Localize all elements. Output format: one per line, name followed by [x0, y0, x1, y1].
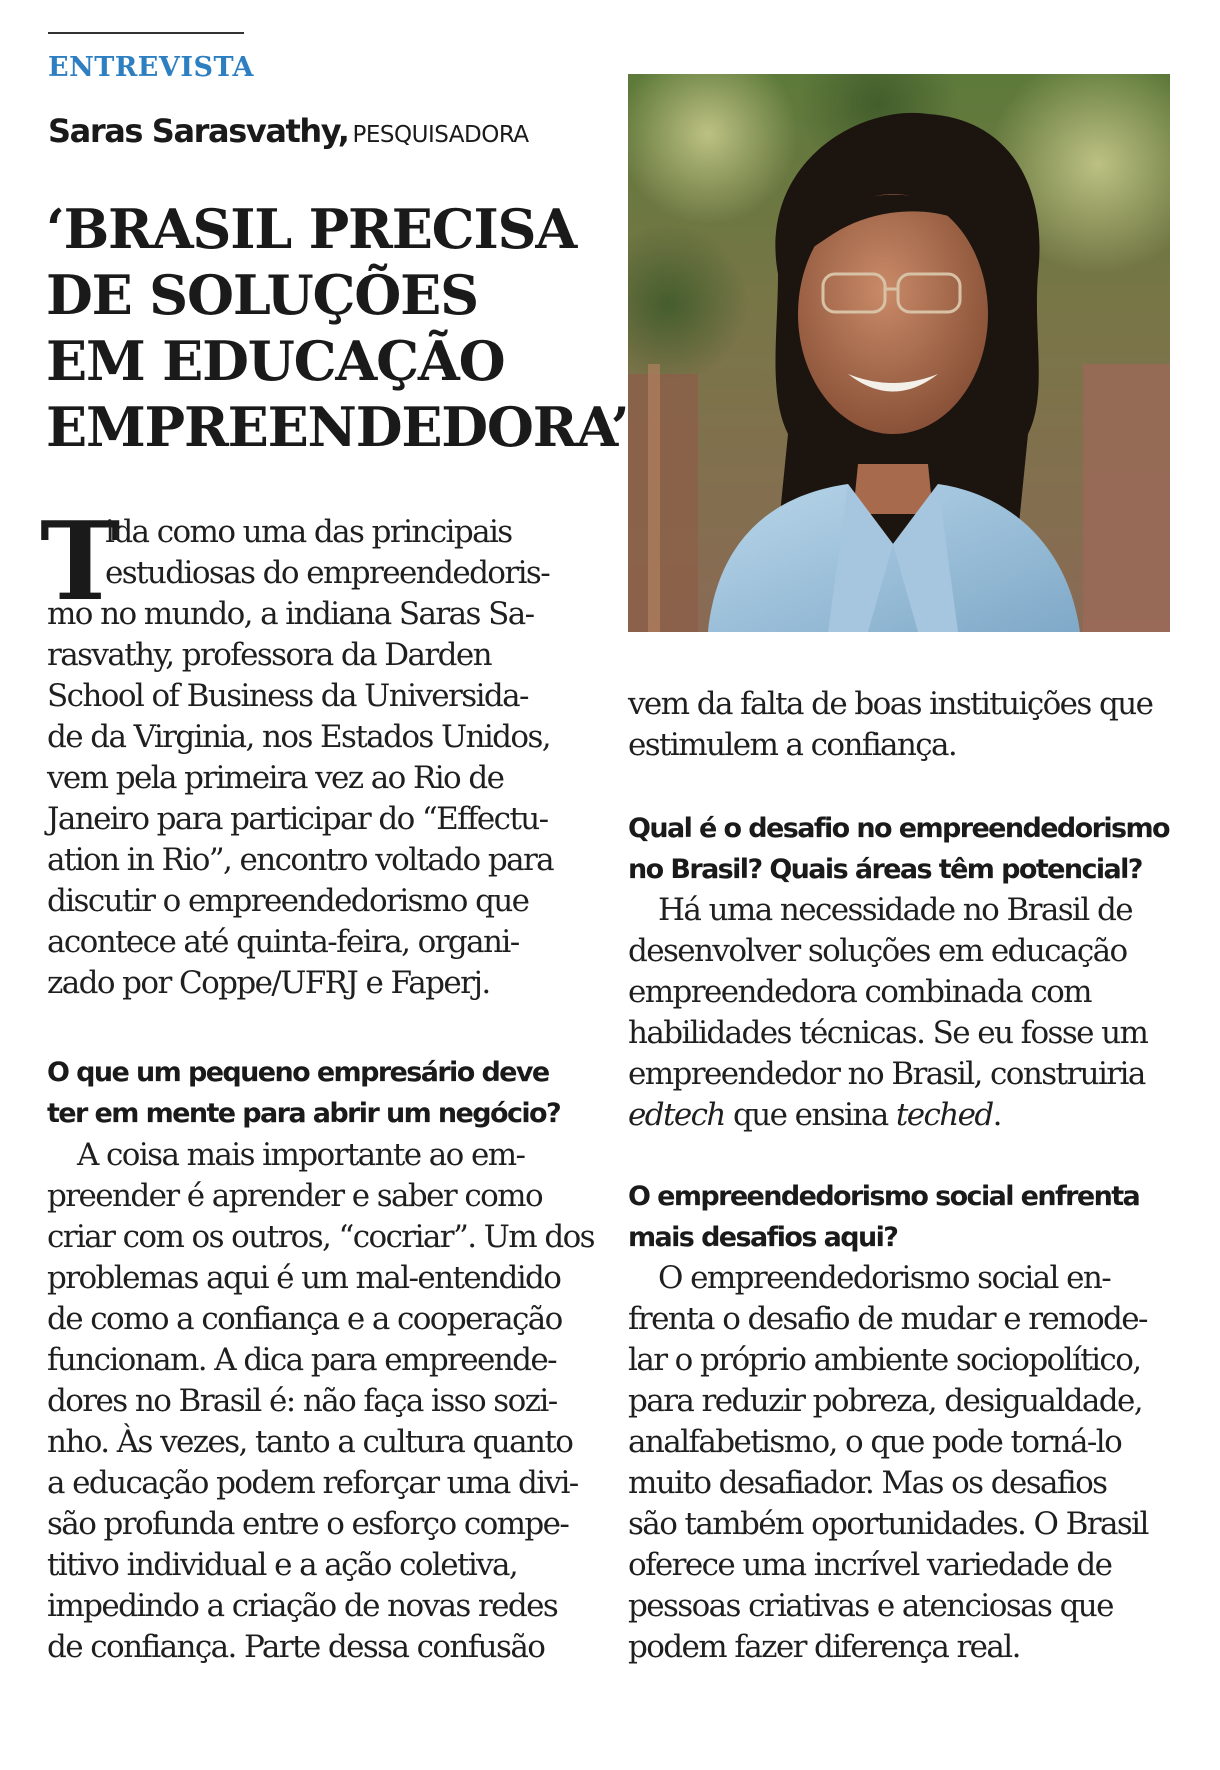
headline-line: EMPREENDEDORA’ — [46, 395, 629, 459]
intro-paragraph — [47, 512, 597, 1004]
italic-term-teched: teched — [895, 1097, 993, 1133]
body-line: para reduzir pobreza, desigualdade, — [628, 1383, 1143, 1419]
body-line: rasvathy, professora da Darden — [47, 637, 492, 673]
interviewee-name: Saras Sarasvathy, — [48, 112, 349, 150]
body-line: de como a confiança e a cooperação — [47, 1301, 562, 1337]
answer-1 — [47, 1135, 597, 1668]
body-line: ation in Rio”, encontro voltado para — [47, 842, 554, 878]
body-line: oferece uma incrível variedade de — [628, 1547, 1112, 1583]
body-text: . — [992, 1097, 1001, 1133]
body-line: de da Virginia, nos Estados Unidos, — [47, 719, 551, 755]
body-line: analfabetismo, o que pode torná-lo — [628, 1424, 1122, 1460]
body-line: estudiosas do empreendedoris- — [105, 555, 550, 591]
body-line: podem fazer diferença real. — [628, 1629, 1020, 1665]
question-line: Qual é o desafio no empreendedorismo — [628, 813, 1169, 844]
body-line: vem da falta de boas instituições que — [628, 686, 1153, 722]
interviewee-role: PESQUISADORA — [352, 122, 529, 148]
body-line: titivo individual e a ação coletiva, — [47, 1547, 518, 1583]
body-line: criar com os outros, “cocriar”. Um dos — [47, 1219, 594, 1255]
answer-3 — [628, 1258, 1173, 1668]
body-line: A coisa mais importante ao em- — [77, 1137, 525, 1173]
body-line: muito desafiador. Mas os desafios — [628, 1465, 1107, 1501]
headline-line: ‘BRASIL PRECISA — [46, 197, 577, 261]
top-rule — [48, 32, 244, 34]
body-line: estimulem a confiança. — [628, 727, 957, 763]
portrait-photo — [628, 74, 1170, 632]
italic-term-edtech: edtech — [628, 1097, 725, 1133]
body-line: nho. Às vezes, tanto a cultura quanto — [47, 1424, 573, 1460]
question-line: O empreendedorismo social enfrenta — [628, 1181, 1140, 1212]
body-line: zado por Coppe/UFRJ e Faperj. — [47, 965, 490, 1001]
body-line: School of Business da Universida- — [47, 678, 528, 714]
body-line: discutir o empreendedorismo que — [47, 883, 529, 919]
body-line: vem pela primeira vez ao Rio de — [47, 760, 504, 796]
question-2 — [628, 808, 1173, 890]
body-line: pessoas criativas e atenciosas que — [628, 1588, 1113, 1624]
body-line: ida como uma das principais — [105, 514, 512, 550]
section-label: ENTREVISTA — [48, 52, 255, 83]
body-line: O empreendedorismo social en- — [658, 1260, 1111, 1296]
body-line: dores no Brasil é: não faça isso sozi- — [47, 1383, 557, 1419]
body-line: frenta o desafio de mudar e remode- — [628, 1301, 1147, 1337]
body-line: são também oportunidades. O Brasil — [628, 1506, 1148, 1542]
answer-2 — [628, 890, 1173, 1136]
body-line: a educação podem reforçar uma divi- — [47, 1465, 578, 1501]
body-line: Há uma necessidade no Brasil de — [658, 892, 1132, 928]
body-line: acontece até quinta-feira, organi- — [47, 924, 519, 960]
body-line: empreendedora combinada com — [628, 974, 1091, 1010]
body-line — [628, 1095, 1173, 1136]
question-line: O que um pequeno empresário deve — [47, 1057, 549, 1088]
body-line: são profunda entre o esforço compe- — [47, 1506, 569, 1542]
answer-1-continued — [628, 684, 1173, 766]
body-line: Janeiro para participar do “Effectu- — [47, 801, 548, 837]
headline — [46, 196, 629, 460]
headline-line: EM EDUCAÇÃO — [46, 329, 505, 393]
byline — [48, 112, 529, 150]
question-line: ter em mente para abrir um negócio? — [47, 1098, 561, 1129]
body-line: desenvolver soluções em educação — [628, 933, 1127, 969]
question-3 — [628, 1176, 1173, 1258]
question-line: mais desafios aqui? — [628, 1222, 898, 1253]
drop-cap: T — [40, 499, 121, 625]
body-line: problemas aqui é um mal-entendido — [47, 1260, 561, 1296]
body-line: mo no mundo, a indiana Saras Sa- — [47, 596, 534, 632]
question-line: no Brasil? Quais áreas têm potencial? — [628, 854, 1142, 885]
body-line: lar o próprio ambiente sociopolítico, — [628, 1342, 1141, 1378]
body-text: que ensina — [724, 1097, 896, 1133]
body-line: habilidades técnicas. Se eu fosse um — [628, 1015, 1148, 1051]
body-line: empreendedor no Brasil, construiria — [628, 1056, 1145, 1092]
headline-line: DE SOLUÇÕES — [46, 263, 478, 327]
body-line: impedindo a criação de novas redes — [47, 1588, 558, 1624]
body-line: funcionam. A dica para empreende- — [47, 1342, 556, 1378]
question-1 — [47, 1052, 597, 1134]
body-line: de confiança. Parte dessa confusão — [47, 1629, 545, 1665]
body-line: preender é aprender e saber como — [47, 1178, 543, 1214]
